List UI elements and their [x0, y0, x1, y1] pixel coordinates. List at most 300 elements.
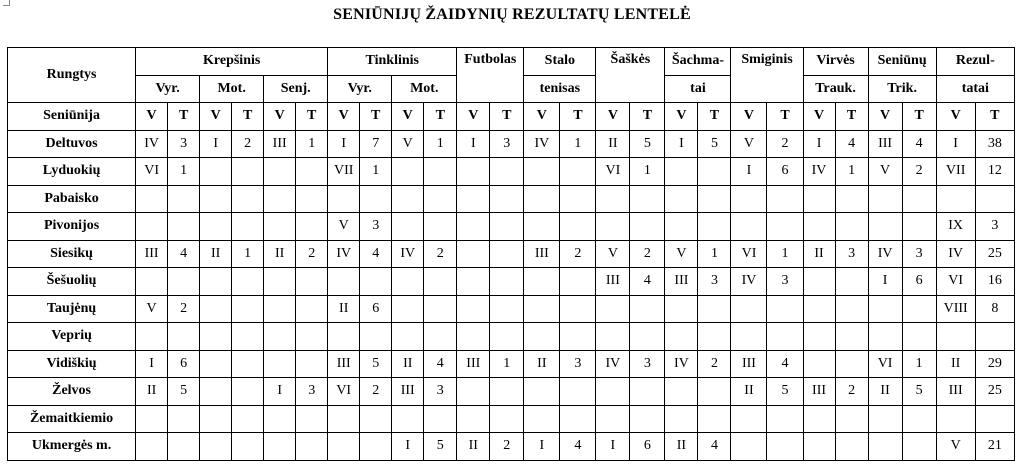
cell-points	[296, 213, 328, 241]
header-rezultatai-2: tatai	[936, 75, 1014, 103]
cell-points	[168, 213, 200, 241]
cell-points	[767, 433, 803, 461]
cell-points	[975, 405, 1014, 433]
cell-place: IV	[392, 240, 424, 268]
cell-points: 4	[630, 268, 665, 296]
cell-points	[630, 213, 665, 241]
cell-place: II	[731, 378, 767, 406]
cell-points	[296, 185, 328, 213]
cell-points: 1	[296, 130, 328, 158]
header-v: V	[731, 103, 767, 131]
cell-points: 6	[767, 158, 803, 186]
cell-points	[232, 295, 264, 323]
cell-place	[803, 268, 835, 296]
header-t: T	[296, 103, 328, 131]
cell-place: IV	[524, 130, 560, 158]
cell-place: III	[328, 350, 360, 378]
cell-place	[264, 323, 296, 351]
cell-points: 6	[360, 295, 392, 323]
cell-place	[596, 405, 630, 433]
cell-place	[731, 213, 767, 241]
cell-place	[392, 213, 424, 241]
cell-place: I	[731, 158, 767, 186]
row-seniunija-name: Ukmergės m.	[8, 433, 136, 461]
header-v: V	[868, 103, 902, 131]
cell-points	[232, 185, 264, 213]
cell-points	[490, 158, 524, 186]
header-seniunu: Seniūnų	[868, 48, 936, 76]
cell-points: 38	[975, 130, 1014, 158]
cell-place: IV	[936, 240, 975, 268]
cell-points	[767, 295, 803, 323]
cell-points: 4	[698, 433, 731, 461]
header-stalo: Stalo	[524, 48, 596, 76]
cell-place	[264, 350, 296, 378]
cell-place	[136, 323, 168, 351]
cell-points: 21	[975, 433, 1014, 461]
cell-points	[296, 405, 328, 433]
cell-points	[296, 158, 328, 186]
cell-place	[457, 295, 490, 323]
cell-points	[360, 433, 392, 461]
row-seniunija-name: Vidiškių	[8, 350, 136, 378]
cell-place	[731, 323, 767, 351]
cell-place	[457, 213, 490, 241]
row-seniunija-name: Taujėnų	[8, 295, 136, 323]
cell-place	[457, 185, 490, 213]
cell-place	[803, 213, 835, 241]
cell-place	[200, 158, 232, 186]
cell-place: II	[136, 378, 168, 406]
cell-points: 2	[902, 158, 936, 186]
cell-points	[490, 323, 524, 351]
cell-points: 2	[490, 433, 524, 461]
cell-place	[524, 405, 560, 433]
cell-place	[731, 405, 767, 433]
cell-place	[328, 185, 360, 213]
cell-place	[200, 378, 232, 406]
cell-points	[560, 185, 596, 213]
cell-place: III	[868, 130, 902, 158]
cell-points	[490, 268, 524, 296]
cell-points	[902, 405, 936, 433]
table-row	[8, 185, 1015, 213]
cell-place	[328, 405, 360, 433]
cell-place: VI	[731, 240, 767, 268]
cell-points: 3	[767, 268, 803, 296]
cell-points	[232, 350, 264, 378]
header-row-1	[8, 48, 1015, 76]
cell-place: II	[392, 350, 424, 378]
cell-points: 1	[424, 130, 457, 158]
cell-points	[168, 268, 200, 296]
cell-place	[596, 213, 630, 241]
cell-points: 3	[490, 130, 524, 158]
header-rungtys: Rungtys	[8, 48, 136, 103]
cell-place	[868, 295, 902, 323]
table-row	[8, 350, 1015, 378]
cell-points: 1	[232, 240, 264, 268]
cell-points: 3	[975, 213, 1014, 241]
header-kr-senj: Senj.	[264, 75, 328, 103]
cell-place	[936, 323, 975, 351]
cell-points	[902, 295, 936, 323]
cell-place: V	[665, 240, 698, 268]
cell-points	[698, 323, 731, 351]
cell-points	[835, 323, 868, 351]
cell-points	[975, 323, 1014, 351]
cell-points: 6	[902, 268, 936, 296]
cell-place	[328, 433, 360, 461]
cell-points: 2	[424, 240, 457, 268]
cell-place: V	[596, 240, 630, 268]
header-v: V	[136, 103, 168, 131]
cell-place: V	[731, 130, 767, 158]
cell-points: 1	[560, 130, 596, 158]
cell-points	[490, 405, 524, 433]
cell-place	[665, 405, 698, 433]
cell-place	[457, 378, 490, 406]
cell-place	[936, 185, 975, 213]
cell-place: II	[457, 433, 490, 461]
header-sachmatai: Šachma-	[665, 48, 731, 76]
cell-points: 4	[902, 130, 936, 158]
cell-points	[232, 433, 264, 461]
cell-points	[490, 295, 524, 323]
table-row	[8, 433, 1015, 461]
cell-place: III	[803, 378, 835, 406]
cell-place: IV	[731, 268, 767, 296]
cell-points	[902, 323, 936, 351]
cell-place	[596, 323, 630, 351]
cell-place	[136, 433, 168, 461]
cell-place	[457, 405, 490, 433]
header-futbolas: Futbolas	[457, 48, 524, 103]
cell-points: 5	[424, 433, 457, 461]
cell-place	[731, 185, 767, 213]
cell-points	[296, 433, 328, 461]
cell-place: VI	[596, 158, 630, 186]
cell-points	[360, 405, 392, 433]
cell-points	[975, 185, 1014, 213]
cell-place: III	[731, 350, 767, 378]
cell-points: 2	[698, 350, 731, 378]
cell-points: 1	[168, 158, 200, 186]
cell-place	[803, 185, 835, 213]
cell-place	[803, 433, 835, 461]
cell-points: 5	[767, 378, 803, 406]
cell-place	[665, 158, 698, 186]
cell-place	[457, 268, 490, 296]
cell-points	[296, 268, 328, 296]
cell-points: 4	[360, 240, 392, 268]
header-sachmatai-2: tai	[665, 75, 731, 103]
cell-points	[296, 323, 328, 351]
table-row	[8, 130, 1015, 158]
cell-points	[560, 378, 596, 406]
cell-place: VI	[936, 268, 975, 296]
cell-points: 1	[490, 350, 524, 378]
cell-place: III	[136, 240, 168, 268]
header-seniunija: Seniūnija	[8, 103, 136, 131]
cell-points	[424, 405, 457, 433]
cell-place	[457, 240, 490, 268]
cell-points	[424, 268, 457, 296]
cell-place	[136, 405, 168, 433]
cell-place: IV	[868, 240, 902, 268]
cell-place	[868, 405, 902, 433]
cell-place	[868, 185, 902, 213]
cell-points: 16	[975, 268, 1014, 296]
cell-place	[136, 268, 168, 296]
cell-place	[136, 213, 168, 241]
cell-place: III	[665, 268, 698, 296]
cell-place	[524, 378, 560, 406]
cell-place: VIII	[936, 295, 975, 323]
cell-points	[296, 295, 328, 323]
cell-place	[392, 323, 424, 351]
cell-points: 1	[902, 350, 936, 378]
cell-place: VII	[328, 158, 360, 186]
header-v: V	[200, 103, 232, 131]
header-rezultatai: Rezul-	[936, 48, 1014, 76]
cell-place	[665, 185, 698, 213]
row-seniunija-name: Šešuolių	[8, 268, 136, 296]
table-row	[8, 240, 1015, 268]
header-stalo-2: tenisas	[524, 75, 596, 103]
cell-points: 5	[698, 130, 731, 158]
header-t: T	[168, 103, 200, 131]
cell-place	[264, 433, 296, 461]
cell-points: 3	[835, 240, 868, 268]
header-t: T	[630, 103, 665, 131]
cell-place	[665, 295, 698, 323]
cell-points: 5	[630, 130, 665, 158]
cell-place: I	[665, 130, 698, 158]
cell-place	[200, 433, 232, 461]
cell-points: 6	[630, 433, 665, 461]
cell-place	[264, 213, 296, 241]
cell-place	[803, 350, 835, 378]
cell-points	[490, 378, 524, 406]
cell-place	[524, 158, 560, 186]
cell-points	[767, 323, 803, 351]
header-virves: Virvės	[803, 48, 868, 76]
cell-points: 8	[975, 295, 1014, 323]
cell-points: 5	[360, 350, 392, 378]
cell-points	[424, 158, 457, 186]
cell-place: I	[328, 130, 360, 158]
cell-place: II	[524, 350, 560, 378]
cell-place	[524, 213, 560, 241]
cell-place	[264, 295, 296, 323]
cell-points	[767, 213, 803, 241]
cell-points	[560, 323, 596, 351]
header-v: V	[328, 103, 360, 131]
cell-points: 1	[360, 158, 392, 186]
cell-points	[168, 433, 200, 461]
cell-place: II	[665, 433, 698, 461]
cell-points: 1	[767, 240, 803, 268]
cell-points: 3	[902, 240, 936, 268]
cell-place	[524, 295, 560, 323]
cell-points: 1	[698, 240, 731, 268]
cell-points	[490, 240, 524, 268]
cell-place: I	[596, 433, 630, 461]
cell-place: IV	[803, 158, 835, 186]
cell-points	[835, 350, 868, 378]
cell-place: II	[200, 240, 232, 268]
cell-points: 29	[975, 350, 1014, 378]
header-t: T	[424, 103, 457, 131]
row-seniunija-name: Veprių	[8, 323, 136, 351]
cell-place	[200, 185, 232, 213]
cell-points	[698, 295, 731, 323]
header-virves-2: Trauk.	[803, 75, 868, 103]
cell-place	[665, 378, 698, 406]
cell-place: II	[868, 378, 902, 406]
cell-place: I	[136, 350, 168, 378]
cell-points	[232, 158, 264, 186]
cell-points: 2	[767, 130, 803, 158]
cell-points	[698, 405, 731, 433]
table-row	[8, 323, 1015, 351]
cell-points	[902, 185, 936, 213]
table-row	[8, 158, 1015, 186]
cell-points	[296, 350, 328, 378]
cell-place	[200, 323, 232, 351]
cell-place	[136, 185, 168, 213]
header-kr-mot: Mot.	[200, 75, 264, 103]
cell-place: I	[457, 130, 490, 158]
cell-place	[392, 185, 424, 213]
cell-place	[328, 268, 360, 296]
cell-points: 1	[630, 158, 665, 186]
header-krepsinis: Krepšinis	[136, 48, 328, 76]
cell-points	[698, 185, 731, 213]
cell-place: IV	[596, 350, 630, 378]
cell-place: IV	[328, 240, 360, 268]
header-t: T	[975, 103, 1014, 131]
cell-points	[424, 295, 457, 323]
cell-points	[232, 405, 264, 433]
cell-points	[835, 433, 868, 461]
header-t: T	[490, 103, 524, 131]
cell-points	[835, 213, 868, 241]
cell-place	[596, 378, 630, 406]
results-body	[8, 130, 1015, 460]
cell-points: 2	[835, 378, 868, 406]
cell-points: 4	[424, 350, 457, 378]
cell-points	[424, 185, 457, 213]
cell-points	[168, 405, 200, 433]
cell-place: V	[392, 130, 424, 158]
cell-place	[803, 295, 835, 323]
cell-place	[264, 405, 296, 433]
cell-points	[360, 323, 392, 351]
cell-place	[264, 185, 296, 213]
cell-points	[630, 378, 665, 406]
cell-place	[524, 185, 560, 213]
cell-points	[630, 323, 665, 351]
cell-place	[392, 158, 424, 186]
cell-place: IV	[136, 130, 168, 158]
cell-place	[392, 405, 424, 433]
cell-place: III	[392, 378, 424, 406]
cell-place	[392, 268, 424, 296]
cell-place: I	[803, 130, 835, 158]
cell-place	[524, 268, 560, 296]
cell-place: II	[803, 240, 835, 268]
header-t: T	[560, 103, 596, 131]
cell-place	[200, 350, 232, 378]
cell-points	[767, 185, 803, 213]
cell-place: IV	[665, 350, 698, 378]
table-row	[8, 268, 1015, 296]
row-seniunija-name: Siesikų	[8, 240, 136, 268]
cell-place	[328, 323, 360, 351]
cell-points: 2	[296, 240, 328, 268]
header-t: T	[835, 103, 868, 131]
cell-points: 4	[835, 130, 868, 158]
cell-points	[630, 185, 665, 213]
cell-points	[424, 323, 457, 351]
cell-points: 5	[168, 378, 200, 406]
cell-points	[232, 268, 264, 296]
cell-points	[698, 378, 731, 406]
header-row-vt	[8, 103, 1015, 131]
cell-points	[360, 268, 392, 296]
cell-place: VI	[136, 158, 168, 186]
header-v: V	[392, 103, 424, 131]
row-seniunija-name: Žemaitkiemio	[8, 405, 136, 433]
cell-points: 3	[698, 268, 731, 296]
cell-points	[902, 213, 936, 241]
cell-place: III	[596, 268, 630, 296]
cell-points	[835, 405, 868, 433]
cell-points	[232, 378, 264, 406]
cell-place	[868, 213, 902, 241]
cell-points: 2	[232, 130, 264, 158]
page-title: SENIŪNIJŲ ŽAIDYNIŲ REZULTATŲ LENTELĖ	[333, 6, 691, 23]
cell-place: I	[392, 433, 424, 461]
cell-place	[524, 323, 560, 351]
cell-points: 3	[424, 378, 457, 406]
cell-place: III	[457, 350, 490, 378]
cell-points	[560, 268, 596, 296]
cell-points: 4	[168, 240, 200, 268]
cell-points	[360, 185, 392, 213]
cell-points: 3	[630, 350, 665, 378]
header-saskes: Šaškės	[596, 48, 665, 103]
cell-points: 2	[560, 240, 596, 268]
header-v: V	[665, 103, 698, 131]
cell-place	[731, 295, 767, 323]
cell-points	[902, 433, 936, 461]
header-t: T	[902, 103, 936, 131]
table-row	[8, 213, 1015, 241]
cell-place	[392, 295, 424, 323]
cell-points	[232, 323, 264, 351]
cell-points	[490, 213, 524, 241]
cell-points	[698, 158, 731, 186]
cell-points	[232, 213, 264, 241]
table-row	[8, 295, 1015, 323]
cell-points: 4	[560, 433, 596, 461]
table-row	[8, 378, 1015, 406]
cell-place: VI	[868, 350, 902, 378]
cell-place	[596, 185, 630, 213]
